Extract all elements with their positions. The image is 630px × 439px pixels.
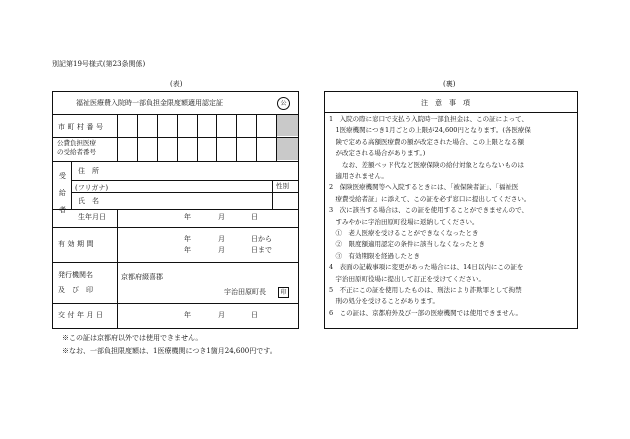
note-line: 1医療機関につき1月ごとの上限が24,600円となります。(各医療保	[329, 126, 531, 135]
beneficiary-char-3: 者	[59, 206, 66, 214]
mayor-title: 宇治田原町長	[224, 288, 266, 296]
beneficiary-char-2: 給	[59, 189, 66, 197]
note-line: 2 保険医療機関等へ入院するときには、「被保険者証」、「福祉医	[329, 183, 519, 192]
name-label: 氏 名	[78, 197, 99, 205]
note-line: ③ 有効期限を経過したとき	[329, 251, 420, 260]
note-line: 6 この証は、京都府外及び一部の医療機関では使用できません。	[329, 308, 523, 317]
note-line: 刑の処分を受けることがあります。	[329, 297, 439, 306]
furigana-label: (フリガナ)	[75, 184, 109, 192]
note-line: 療費受給者証」に添えて、この証を必ず窓口に提出してください。	[329, 194, 531, 203]
note-line: ② 限度額適用認定の条件に該当しなくなったとき	[329, 240, 485, 249]
unused-cell	[277, 138, 298, 160]
issue-month-unit: 月	[218, 311, 225, 319]
validity-from-year: 年	[184, 235, 191, 243]
back-title: 注 意 事 項	[421, 99, 470, 107]
unused-cell	[277, 115, 298, 136]
footnote-1: ※この証は京都府以外では使用できません。	[62, 334, 203, 342]
issuer-label-2: 及 び 印	[58, 286, 93, 294]
validity-from: 日から	[251, 235, 272, 243]
validity-to: 日まで	[251, 246, 272, 254]
birth-day-unit: 日	[251, 213, 258, 221]
note-line: ① 老人医療を受けることができなくなったとき	[329, 229, 479, 237]
note-line: すみやかに宇治田原町役場に返納してください。	[329, 217, 479, 226]
issuer-name: 京都府綴喜郡	[121, 273, 163, 281]
note-line: なお、差額ベッド代など医療保険の給付対象とならないものは	[329, 160, 524, 169]
form-reference: 別記第19号様式(第23条関係)	[52, 60, 146, 68]
birth-month-unit: 月	[218, 213, 225, 221]
note-line: 険で定める高額医療費の額が改定された場合、この上限となる額	[329, 137, 524, 146]
note-line: が改定される場合があります。)	[329, 149, 426, 158]
note-line: 5 不正にこの証を使用したものは、刑法により詐欺罪として拘禁	[329, 286, 522, 294]
validity-label: 有効期間	[58, 240, 96, 248]
gender-label: 性別	[276, 182, 289, 190]
recipient-number-label-2: の受給者番号	[57, 148, 96, 156]
issue-year-unit: 年	[184, 311, 191, 319]
seal-icon: 印	[278, 287, 289, 298]
recipient-number-label-1: 公費負担医療	[57, 139, 96, 147]
beneficiary-char-1: 受	[59, 172, 66, 180]
public-mark-icon: 公	[277, 97, 290, 110]
validity-from-month: 月	[218, 235, 225, 243]
issuer-label-1: 発行機関名	[58, 271, 93, 279]
address-label: 住 所	[78, 167, 99, 175]
note-line: 1 入院の際に窓口で支払う入院時一部負担金は、この証によって、	[329, 115, 529, 123]
note-line: 4 表面の記載事項に変更があった場合には、14日以内にこの証を	[329, 263, 524, 272]
note-line: 宇治田原町役場に提出して訂正を受けてください。	[329, 274, 485, 283]
front-title: 福祉医療費入院時一部負担金限度額適用認定証	[76, 99, 223, 107]
footnote-2: ※なお、一部負担限度額は、1医療機関につき1箇月24,600円です。	[62, 347, 277, 355]
note-line: 適用されません。	[329, 172, 388, 180]
validity-to-year: 年	[184, 246, 191, 254]
front-label: (表)	[170, 80, 183, 88]
municipality-number-label: 市町村番号	[58, 123, 106, 131]
issue-date-label: 交付年月日	[58, 311, 106, 319]
issue-day-unit: 日	[251, 311, 258, 319]
birth-year-unit: 年	[184, 213, 191, 221]
back-label: (裏)	[443, 80, 456, 88]
birthdate-label: 生年月日	[78, 213, 106, 221]
note-line: 3 次に該当する場合は、この証を使用することができませんので、	[329, 206, 529, 215]
validity-to-month: 月	[218, 246, 225, 254]
